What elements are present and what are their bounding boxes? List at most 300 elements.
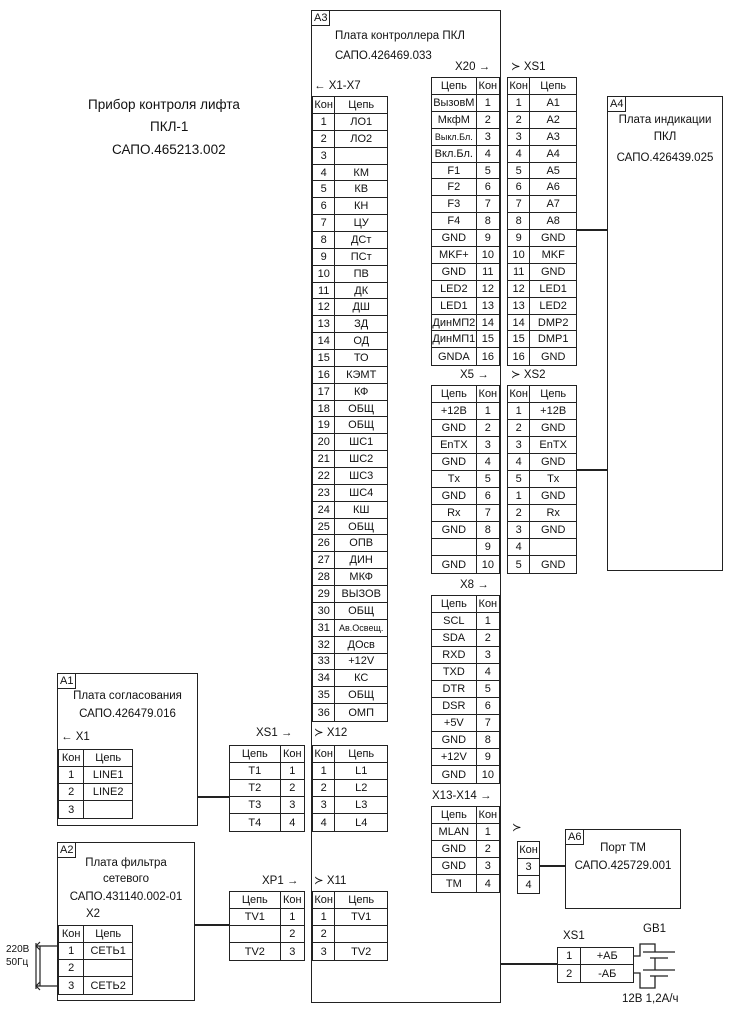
block-tag: A1 (58, 674, 76, 689)
table-cell: 16 (508, 348, 530, 365)
table-cell: L1 (355, 765, 368, 777)
table-cell: ДинМП1 (432, 333, 476, 346)
table-row (432, 488, 499, 505)
table-cell: 10 (508, 247, 530, 263)
table-row (432, 196, 499, 213)
table-row (508, 163, 576, 180)
table-cell: 2 (508, 505, 530, 521)
table-cell: GND (540, 558, 566, 571)
table-cell: TV1 (230, 909, 281, 925)
column-header: Кон (478, 809, 498, 821)
table-cell: ОПВ (349, 537, 374, 550)
column-header: Кон (519, 844, 538, 856)
column-header: Цепь (348, 748, 375, 760)
table-row (432, 471, 499, 488)
table-row (313, 552, 387, 569)
table-cell: GNDA (432, 348, 477, 365)
table-header-row (59, 926, 132, 943)
table-cell: F4 (432, 213, 477, 229)
connector-table-x11 (312, 891, 388, 961)
table-cell: DSR (432, 698, 477, 714)
table-cell: ЦУ (353, 217, 369, 230)
table-cell: T3 (230, 797, 281, 813)
table-cell: GND (540, 422, 566, 434)
table-row (313, 670, 387, 687)
table-cell: EnTX (539, 439, 567, 451)
table-cell: 33 (313, 654, 335, 670)
table-row (313, 519, 387, 536)
table-row (508, 315, 576, 332)
table-cell: +12V (432, 749, 477, 765)
table-row (230, 763, 304, 780)
table-row (313, 943, 387, 960)
table-cell: EnTX (432, 437, 477, 453)
table-cell: 16 (481, 350, 494, 363)
table-cell: ОД (353, 335, 370, 348)
table-cell: T2 (230, 780, 281, 796)
table-row (432, 403, 499, 420)
table-cell: 4 (484, 147, 491, 160)
table-cell: GND (432, 420, 477, 436)
table-row (508, 331, 576, 348)
table-cell: КФ (354, 385, 369, 398)
table-row (432, 95, 499, 112)
table-cell: 29 (313, 586, 335, 602)
table-cell: 3 (289, 945, 296, 958)
mains-voltage: 220В (6, 944, 30, 955)
table-row (313, 687, 387, 704)
a6-name: Порт ТМ (600, 842, 646, 854)
table-row (508, 95, 576, 112)
table-row (508, 556, 576, 573)
table-cell: 11 (482, 265, 494, 278)
table-cell: 3 (484, 649, 491, 661)
table-cell: 21 (313, 451, 335, 467)
label-x20: X20 → (455, 61, 491, 73)
device-model: ПКЛ-1 (150, 119, 189, 134)
a4-name: Плата индикации (618, 114, 712, 126)
column-header: Цепь (540, 80, 567, 92)
table-row (508, 420, 576, 437)
table-cell: GND (540, 456, 566, 468)
table-row (313, 232, 387, 249)
table-cell: 2 (59, 960, 84, 976)
table-cell: T4 (230, 814, 281, 831)
label-xp1: XP1 → (262, 875, 299, 887)
table-cell: TV2 (230, 943, 281, 960)
table-row (313, 434, 387, 451)
table-cell: 19 (313, 417, 335, 433)
table-cell: 36 (313, 704, 335, 721)
table-cell: 4 (289, 816, 296, 829)
a2-name-2: сетевого (102, 873, 149, 885)
table-row (313, 283, 387, 300)
table-row (432, 348, 499, 365)
block-tag: A4 (608, 97, 626, 112)
table-cell: -АБ (598, 967, 617, 980)
table-header-row (59, 750, 132, 767)
table-row (313, 704, 387, 721)
table-cell: LINE1 (92, 769, 124, 781)
a4-code: САПО.426439.025 (616, 152, 714, 164)
table-cell: TV2 (351, 945, 372, 958)
table-row (313, 333, 387, 350)
column-header: Цепь (432, 78, 477, 94)
table-cell: 1 (484, 96, 491, 109)
table-cell: ЛО2 (350, 132, 373, 145)
table-cell: 5 (484, 164, 491, 177)
table-row (313, 603, 387, 620)
label-xs2: ≻ XS2 (511, 369, 546, 381)
table-cell: GND (432, 522, 477, 538)
table-cell: 5 (484, 473, 491, 485)
column-header: Кон (283, 748, 302, 760)
label-x2: X2 (86, 908, 101, 920)
table-cell: 2 (313, 780, 335, 796)
table-row (432, 824, 499, 841)
table-cell: ОМП (348, 706, 375, 719)
table-cell: A4 (546, 147, 560, 160)
table-cell: LED2 (539, 299, 567, 312)
table-cell: 13 (481, 299, 494, 312)
table-row (59, 801, 132, 818)
table-cell: TV1 (351, 911, 372, 923)
column-header: Кон (478, 80, 498, 92)
table-cell: 2 (289, 782, 296, 794)
table-cell: SDA (432, 630, 477, 646)
table-row (59, 977, 132, 994)
table-cell: 17 (313, 384, 335, 400)
table-cell (335, 926, 387, 942)
table-row (508, 129, 576, 146)
table-cell: MKF+ (432, 247, 477, 263)
table-header-row (432, 807, 499, 824)
table-row (508, 112, 576, 129)
table-row (313, 909, 387, 926)
device-code: САПО.465213.002 (112, 142, 226, 157)
table-cell: ШС1 (349, 436, 374, 449)
table-cell: 3 (313, 943, 335, 960)
table-row (508, 454, 576, 471)
table-cell: 1 (484, 826, 491, 838)
table-cell: 3 (484, 439, 491, 451)
table-row (432, 630, 499, 647)
table-header-row (313, 892, 387, 909)
table-cell: 13 (508, 298, 530, 314)
label-x13-x14: X13-X14 → (432, 790, 492, 802)
table-cell: F2 (432, 179, 477, 195)
table-row (313, 797, 387, 814)
table-cell (335, 148, 387, 164)
table-cell: 10 (481, 768, 494, 781)
table-cell: 3 (484, 860, 491, 872)
table-row (313, 131, 387, 148)
table-cell: 25 (313, 519, 335, 535)
table-cell: 12 (481, 282, 494, 295)
table-row (432, 858, 499, 875)
table-row (432, 841, 499, 858)
table-cell: 3 (289, 799, 296, 811)
table-cell: МкфМ (432, 112, 477, 128)
mains-frequency: 50Гц (6, 957, 29, 968)
table-cell: 9 (484, 232, 491, 245)
table-cell: A5 (546, 164, 560, 177)
connector-table-x5 (431, 385, 500, 574)
table-row (432, 522, 499, 539)
table-cell: GND (432, 841, 477, 857)
table-row (432, 247, 499, 264)
connector-table-x8 (431, 595, 500, 784)
table-row (230, 797, 304, 814)
table-row (432, 179, 499, 196)
table-cell: ОБЩ (348, 689, 375, 702)
table-row (432, 298, 499, 315)
table-row (432, 698, 499, 715)
table-cell: КН (354, 200, 369, 213)
table-cell: 8 (484, 524, 491, 536)
table-cell: GND (432, 858, 477, 874)
table-cell: L2 (355, 782, 368, 794)
table-cell: 1 (508, 403, 530, 419)
table-cell: ШС2 (349, 453, 374, 466)
table-cell: 31 (313, 620, 335, 636)
table-cell: GND (432, 454, 477, 470)
connector-table-xs1-bat (557, 947, 634, 983)
table-row (432, 613, 499, 630)
table-header-row (313, 746, 387, 763)
table-cell: 5 (484, 683, 491, 695)
label-x5: X5 → (460, 369, 489, 381)
table-row (432, 437, 499, 454)
table-cell: GND (540, 350, 566, 363)
table-row (432, 163, 499, 180)
table-cell: L3 (355, 799, 368, 811)
table-cell: 12 (508, 281, 530, 297)
table-header-row (230, 892, 304, 909)
table-row (508, 505, 576, 522)
table-cell: 7 (484, 198, 491, 211)
table-cell: 1 (484, 615, 491, 627)
table-cell: 2 (484, 113, 491, 126)
table-cell: 8 (508, 213, 530, 229)
table-cell: ЛО1 (350, 115, 373, 128)
table-row (558, 965, 633, 982)
table-row (432, 129, 499, 146)
table-row (558, 948, 633, 965)
column-header: Цепь (95, 752, 122, 764)
table-cell: A3 (546, 130, 560, 143)
table-row (432, 454, 499, 471)
table-row (313, 586, 387, 603)
table-cell: 1 (313, 763, 335, 779)
table-cell: 2 (289, 928, 296, 940)
table-cell: КС (354, 672, 369, 685)
table-row (432, 505, 499, 522)
table-row (230, 814, 304, 831)
table-header-row (518, 842, 539, 859)
table-cell: 30 (313, 603, 335, 619)
table-cell: +12В (540, 405, 567, 417)
table-cell: ДСт (350, 233, 372, 246)
block-tag: A6 (566, 830, 584, 845)
column-header: Кон (313, 892, 335, 908)
gb1-label: GB1 (643, 923, 667, 935)
table-row (313, 316, 387, 333)
table-row (230, 926, 304, 943)
table-header-row (508, 386, 576, 403)
table-row (230, 909, 304, 926)
table-cell: 1 (508, 95, 530, 111)
table-cell: 4 (525, 878, 532, 891)
table-cell: TM (432, 875, 477, 892)
table-row (313, 468, 387, 485)
table-cell: 5 (508, 163, 530, 179)
table-cell: 3 (525, 861, 532, 873)
table-cell: КМ (353, 166, 369, 179)
connector-table-x1 (58, 749, 133, 819)
table-row (432, 146, 499, 163)
column-header: Цепь (230, 746, 281, 762)
table-cell: 5 (508, 471, 530, 487)
table-cell: 2 (508, 112, 530, 128)
table-cell: 4 (508, 146, 530, 162)
column-header: Цепь (540, 388, 567, 400)
column-header: Цепь (348, 99, 375, 111)
table-cell: GND (540, 232, 566, 245)
table-cell: ВызовМ (432, 95, 477, 111)
column-header: Кон (478, 388, 498, 400)
table-header-row (432, 596, 499, 613)
label-x8: X8 → (460, 579, 489, 591)
column-header: Кон (283, 894, 302, 906)
a2-name: Плата фильтра (85, 857, 167, 869)
table-cell: 1 (558, 948, 581, 964)
table-cell: 15 (481, 333, 494, 346)
table-row (432, 766, 499, 783)
connector-table-x12 (312, 745, 388, 832)
table-row (313, 148, 387, 165)
table-cell: 11 (313, 283, 335, 299)
table-row (432, 230, 499, 247)
table-cell: GND (540, 490, 566, 502)
table-cell: GND (540, 524, 566, 536)
table-cell: ОБЩ (348, 520, 375, 533)
table-cell: Вкл.Бл. (432, 146, 477, 162)
table-row (230, 943, 304, 960)
table-cell: КЭМТ (346, 368, 377, 381)
table-cell: ВЫЗОВ (341, 587, 381, 600)
table-row (518, 876, 539, 893)
table-cell: 20 (313, 434, 335, 450)
table-cell: МКФ (349, 571, 373, 584)
table-row (313, 763, 387, 780)
column-header: Цепь (348, 894, 375, 906)
column-header: Кон (508, 386, 530, 402)
table-cell: DMP1 (537, 333, 569, 346)
table-cell: LINE2 (92, 786, 124, 798)
label-x1: ← X1 (61, 731, 90, 743)
table-cell: LED2 (432, 281, 477, 297)
table-row (313, 198, 387, 215)
table-row (508, 522, 576, 539)
table-cell: 3 (313, 797, 335, 813)
label-x12: ≻ X12 (314, 727, 348, 739)
table-row (230, 780, 304, 797)
table-row (313, 654, 387, 671)
connector-table-a6conn (517, 841, 540, 894)
table-row (313, 114, 387, 131)
table-cell: 10 (481, 248, 494, 261)
table-row (432, 664, 499, 681)
table-cell: 3 (508, 129, 530, 145)
table-row (432, 647, 499, 664)
table-row (508, 196, 576, 213)
table-cell: 6 (484, 700, 491, 712)
table-row (313, 814, 387, 831)
table-cell: GND (432, 230, 477, 246)
table-row (313, 569, 387, 586)
table-cell: 9 (313, 249, 335, 265)
table-cell: TXD (432, 664, 477, 680)
table-row (313, 485, 387, 502)
connector-table-x20 (431, 77, 500, 366)
table-cell: 4 (508, 454, 530, 470)
table-row (432, 715, 499, 732)
column-header: Кон (59, 926, 84, 942)
table-row (432, 315, 499, 332)
table-cell: LED1 (539, 282, 567, 295)
column-header: Кон (313, 97, 335, 113)
column-header: Кон (478, 598, 498, 610)
table-row (508, 298, 576, 315)
table-header-row (508, 78, 576, 95)
table-cell: ДОсв (347, 638, 375, 651)
table-cell: GND (432, 556, 477, 573)
table-cell: 6 (508, 179, 530, 195)
table-cell: ОБЩ (348, 402, 375, 415)
table-cell: GND (432, 732, 477, 748)
column-header: Кон (313, 746, 335, 762)
table-header-row (313, 97, 387, 114)
table-row (59, 960, 132, 977)
column-header: Цепь (432, 386, 477, 402)
table-row (313, 266, 387, 283)
table-cell: 3 (313, 148, 335, 164)
table-cell: 4 (313, 814, 335, 831)
table-cell: 12 (313, 299, 335, 315)
table-cell: 22 (313, 468, 335, 484)
table-row (313, 535, 387, 552)
table-cell: 14 (313, 333, 335, 349)
table-row (432, 875, 499, 892)
table-row (313, 165, 387, 182)
table-cell: 3 (59, 801, 84, 818)
table-cell: ДК (354, 284, 369, 297)
table-cell: 3 (508, 437, 530, 453)
table-cell: 26 (313, 535, 335, 551)
table-cell: 5 (508, 556, 530, 573)
table-row (508, 213, 576, 230)
a4-name-2: ПКЛ (653, 131, 677, 143)
column-header: Цепь (432, 807, 477, 823)
label-xs1-a4: ≻ XS1 (511, 61, 546, 73)
table-cell: A6 (546, 181, 560, 194)
connector-table-x13x14 (431, 806, 500, 893)
table-cell: 4 (508, 539, 530, 555)
table-cell (84, 960, 132, 976)
table-cell: 1 (289, 911, 296, 923)
table-row (313, 215, 387, 232)
